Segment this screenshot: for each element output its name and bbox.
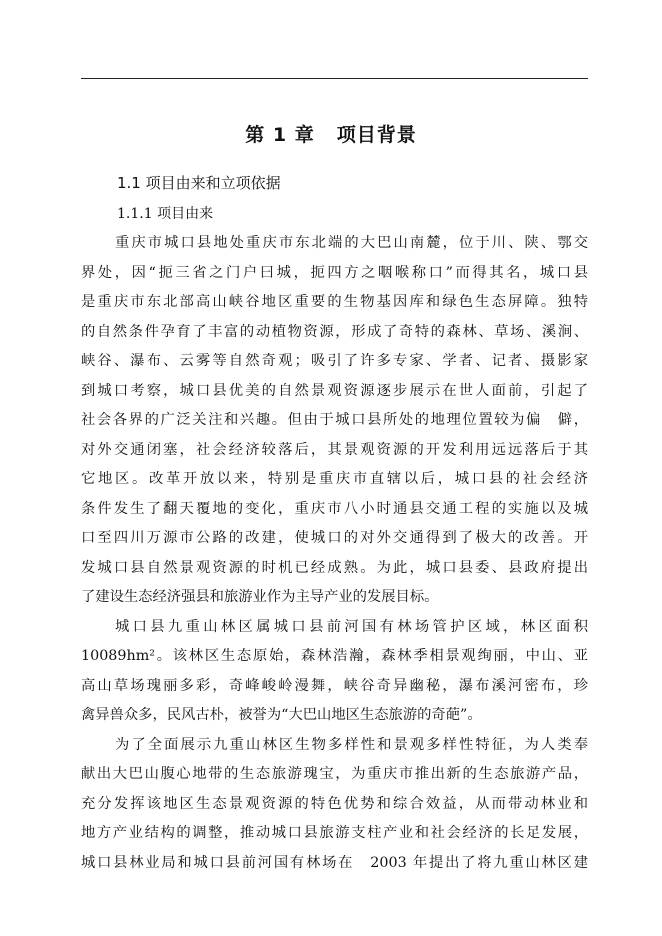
paragraph-line: 发城口县自然景观资源的时机已经成熟。为此，城口县委、县政府提出 <box>81 559 588 576</box>
paragraph-line: 它地区。改革开放以来，特别是重庆市直辖以后，城口县的社会经济 <box>81 471 588 487</box>
subsection-heading: 1.1.1 项目由来 <box>117 206 214 222</box>
body-text <box>81 229 588 878</box>
paragraph-line: 对外交通闭塞，社会经济较落后，其景观资源的开发利用远远落后于其 <box>81 441 588 458</box>
paragraph-line: 峡谷、瀑布、云雾等自然奇观；吸引了许多专家、学者、记者、摄影家 <box>81 353 588 369</box>
paragraph-line: 界处，因“扼三省之门户曰城，扼四方之咽喉称口”而得其名，城口县 <box>81 264 588 281</box>
paragraph-line: 到城口考察，城口县优美的自然景观资源逐步展示在世人面前，引起了 <box>81 382 588 399</box>
paragraph-line: 充分发挥该地区生态景观资源的特色优势和综合效益，从而带动林业和 <box>81 795 588 812</box>
paragraph-line: 社会各界的广泛关注和兴趣。但由于城口县所处的地理位置较为偏 僻， <box>81 412 588 428</box>
paragraph-line: 献出大巴山腹心地带的生态旅游瑰宝，为重庆市推出新的生态旅游产品， <box>81 766 588 782</box>
paragraph-line: 重庆市城口县地处重庆市东北端的大巴山南麓，位于川、陕、鄂交 <box>115 235 588 251</box>
paragraph-line: 了建设生态经济强县和旅游业作为主导产业的发展目标。 <box>81 589 439 605</box>
paragraph-line: 高山草场瑰丽多彩，奇峰峻岭漫舞，峡谷奇异幽秘，瀑布溪河密布，珍 <box>81 677 588 694</box>
paragraph-line: 10089hm²。该林区生态原始，森林浩瀚，森林季相景观绚丽，中山、亚 <box>81 648 588 664</box>
paragraph-line: 口至四川万源市公路的改建，使城口的对外交通得到了极大的改善。开 <box>81 530 588 546</box>
paragraph-line: 为了全面展示九重山林区生物多样性和景观多样性特征，为人类奉 <box>115 736 588 753</box>
chapter-title <box>0 120 662 147</box>
section-heading: 1.1 项目由来和立项依据 <box>117 174 281 192</box>
chapter-name: 项目背景 <box>336 124 417 146</box>
paragraph-line: 禽异兽众多，民风古朴，被誉为“大巴山地区生态旅游的奇葩”。 <box>81 707 482 723</box>
paragraph-line: 城口县九重山林区属城口县前河国有林场管护区域，林区面积 <box>115 618 588 635</box>
chapter-number: 第 1 章 <box>245 124 315 146</box>
paragraph-line: 条件发生了翻天覆地的变化，重庆市八小时通县交通工程的实施以及城 <box>81 500 588 517</box>
paragraph-line: 城口县林业局和城口县前河国有林场在 2003 年提出了将九重山林区建 <box>81 854 588 871</box>
paragraph-line: 是重庆市东北部高山峡谷地区重要的生物基因库和绿色生态屏障。独特 <box>81 294 588 310</box>
header-rule <box>81 78 588 79</box>
paragraph-line: 地方产业结构的调整，推动城口县旅游支柱产业和社会经济的长足发展， <box>81 825 588 841</box>
paragraph-line: 的自然条件孕育了丰富的动植物资源，形成了奇特的森林、草场、溪涧、 <box>81 323 588 340</box>
